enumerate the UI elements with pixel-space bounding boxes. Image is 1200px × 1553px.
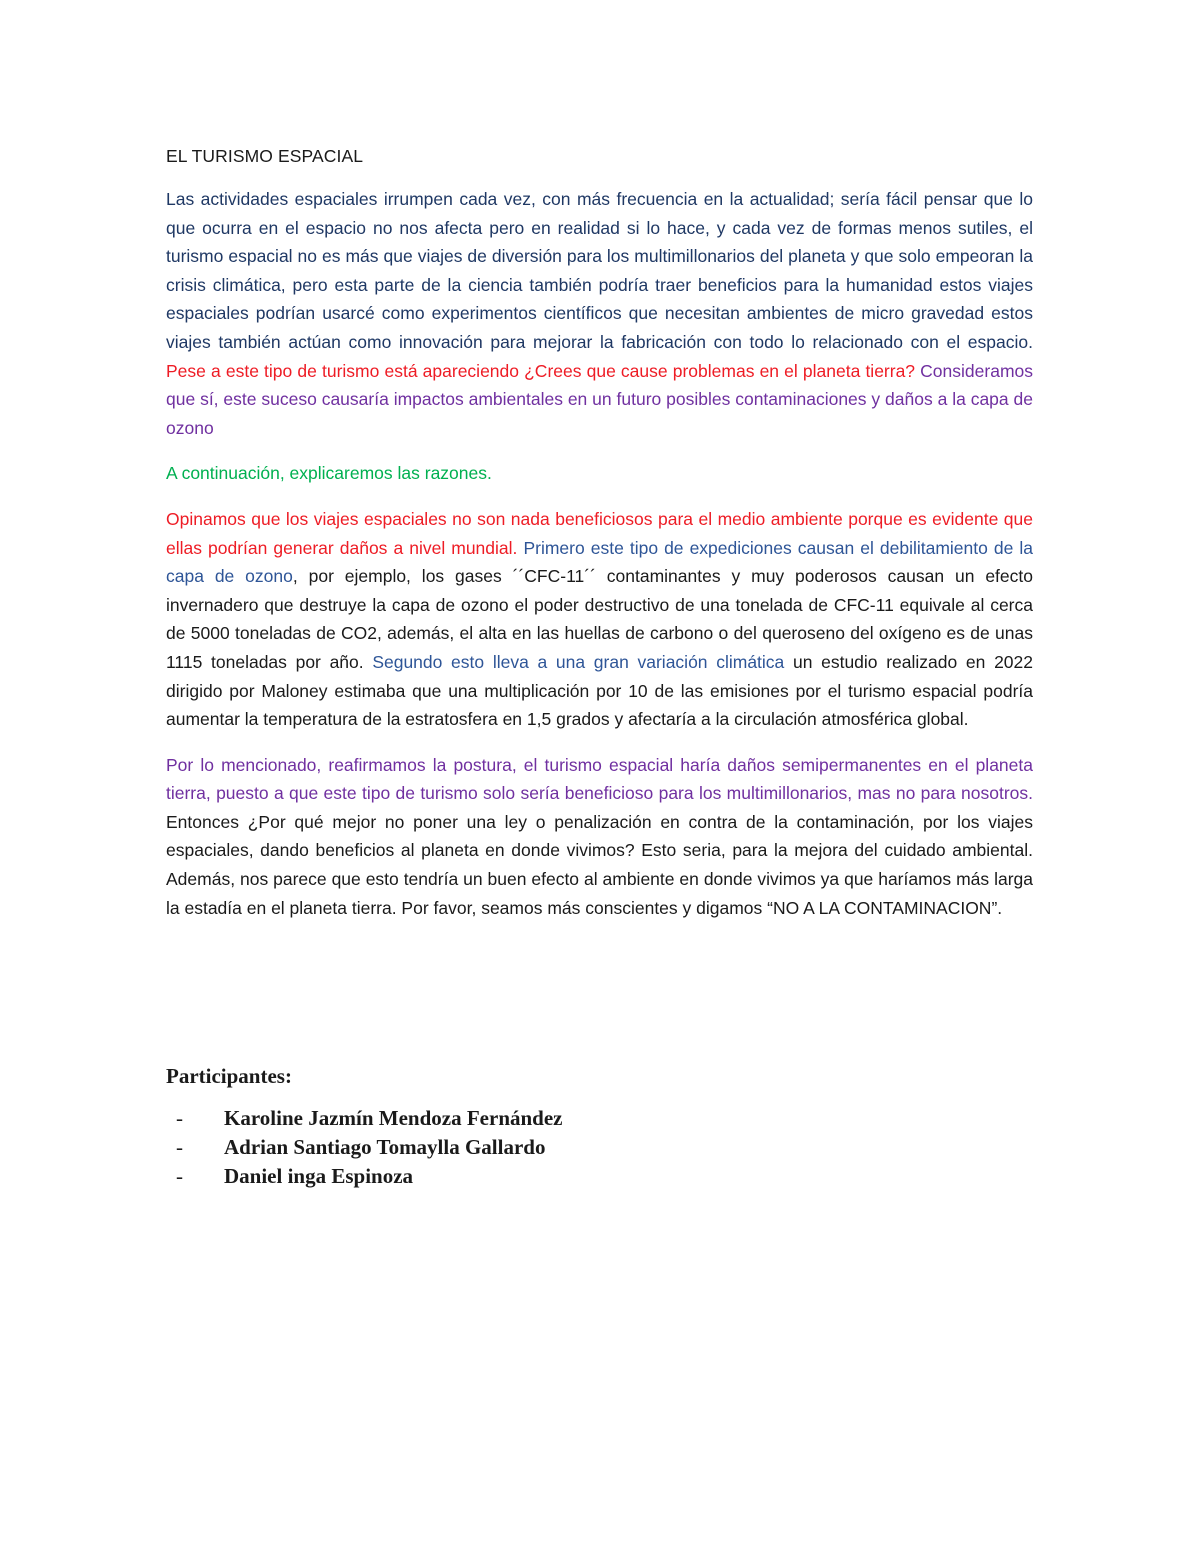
document-title: EL TURISMO ESPACIAL bbox=[166, 146, 364, 166]
paragraph-run: Pese a este tipo de turismo está apareciendo ¿Crees que cause problemas en el planeta tierra? bbox=[166, 360, 921, 381]
paragraph-arguments bbox=[166, 505, 1033, 734]
list-bullet: - bbox=[176, 1135, 183, 1159]
participant-name: Adrian Santiago Tomaylla Gallardo bbox=[224, 1135, 546, 1159]
paragraph-run: Primero este tipo de expediciones causan el debilitamiento de la capa de ozono bbox=[166, 537, 1033, 587]
paragraph-run: Consideramos que sí, este suceso causaría impactos ambientales en un futuro posibles contaminaciones y daños a la capa de ozono bbox=[166, 360, 1033, 438]
list-item bbox=[166, 1133, 866, 1162]
participant-name: Daniel inga Espinoza bbox=[224, 1164, 414, 1188]
paragraph-run: , por ejemplo, los gases ´´CFC-11´´ contaminantes y muy poderosos causan un efecto invernadero que destruye la capa de ozono el poder destructivo de una tonelada de CFC-11 equivale al cerca de 5000 toneladas de CO2, además, el alta en las huellas de carbono o del queroseno del oxígeno es de unas 1115 toneladas por año. bbox=[166, 566, 1033, 672]
participants-heading: Participantes: bbox=[166, 1064, 292, 1088]
list-item bbox=[166, 1162, 866, 1191]
paragraph-run: Opinamos que los viajes espaciales no son nada beneficiosos para el medio ambiente porque es evidente que ellas podrían generar daños a nivel mundial. bbox=[166, 508, 1033, 558]
paragraph-intro bbox=[166, 185, 1033, 442]
paragraph-run: A continuación, explicaremos las razones. bbox=[166, 463, 492, 484]
paragraph-run: Por lo mencionado, reafirmamos la postura, el turismo espacial haría daños semipermanentes en el planeta tierra, puesto a que este tipo de turismo solo sería beneficioso para los multimillonarios, mas no para nosotros. bbox=[166, 754, 1033, 804]
participants-section bbox=[166, 1062, 866, 1191]
list-bullet: - bbox=[176, 1164, 183, 1188]
paragraph-run: un estudio realizado en 2022 dirigido por Maloney estimaba que una multiplicación por 10 de las emisiones por el turismo espacial podría aumentar la temperatura de la estratosfera en 1,5 grados y afectaría a la circulación atmosférica global. bbox=[166, 651, 1033, 730]
participant-list bbox=[166, 1104, 866, 1191]
participant-name: Karoline Jazmín Mendoza Fernández bbox=[224, 1106, 563, 1130]
paragraph-run: Las actividades espaciales irrumpen cada vez, con más frecuencia en la actualidad; sería fácil pensar que lo que ocurra en el espacio no nos afecta pero en realidad si lo hace, y cada vez de formas menos sutiles, el turismo espacial no es más que viajes de diversión para los multimillonarios del planeta y que solo empeoran la crisis climática, pero esta parte de la ciencia también podría traer beneficios para la humanidad estos viajes espaciales podrían usarcé como experimentos científicos que necesitan ambientes de micro gravedad estos viajes también actúan como innovación para mejorar la fabricación con todo lo relacionado con el espacio. bbox=[166, 189, 1033, 352]
list-item bbox=[166, 1104, 866, 1133]
paragraph-conclusion bbox=[166, 751, 1033, 923]
document-body bbox=[166, 143, 1033, 939]
paragraph-transition bbox=[166, 459, 1033, 488]
paragraph-run: Segundo esto lleva a una gran variación climática bbox=[372, 651, 785, 672]
paragraph-run: Entonces ¿Por qué mejor no poner una ley o penalización en contra de la contaminación, por los viajes espaciales, dando beneficios al planeta en donde vivimos? Esto seria, para la mejora del cuidado ambiental. Además, nos parece que esto tendría un buen efecto al ambiente en donde vivimos ya que haríamos más larga la estadía en el planeta tierra. Por favor, seamos más conscientes y digamos “NO A LA CONTAMINACION”. bbox=[166, 811, 1033, 918]
list-bullet: - bbox=[176, 1106, 183, 1130]
